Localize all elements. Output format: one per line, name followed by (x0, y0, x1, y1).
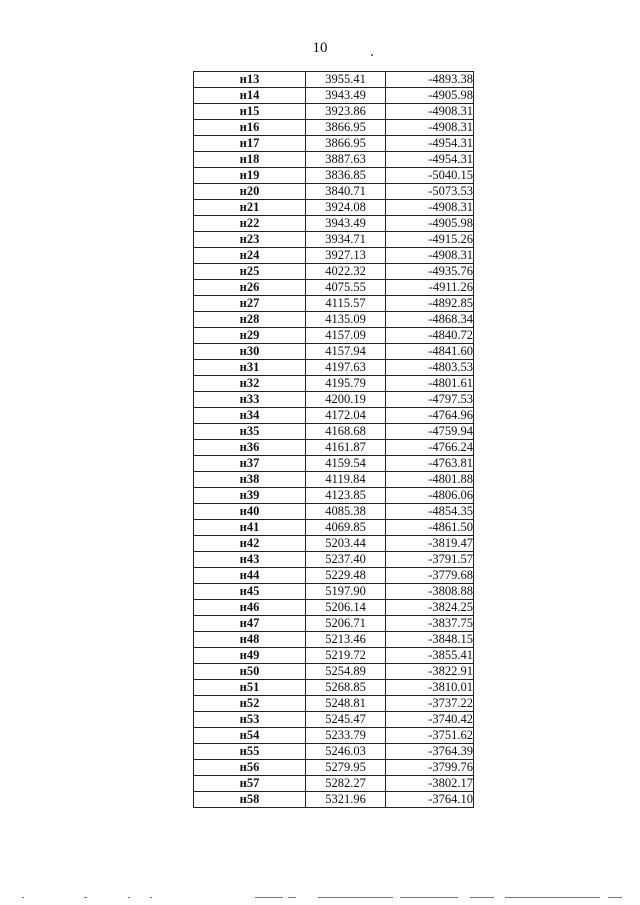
x-coordinate-cell: 5206.14 (306, 600, 386, 616)
x-coordinate-cell: 3840.71 (306, 184, 386, 200)
x-coordinate-cell: 3887.63 (306, 152, 386, 168)
point-id-cell: н47 (194, 616, 306, 632)
point-id-cell: н55 (194, 744, 306, 760)
x-coordinate-cell: 3866.95 (306, 120, 386, 136)
y-coordinate-cell: -4764.96 (386, 408, 474, 424)
table-row (194, 616, 474, 632)
x-coordinate-cell: 5246.03 (306, 744, 386, 760)
point-id-cell: н40 (194, 504, 306, 520)
point-id-cell: н49 (194, 648, 306, 664)
x-coordinate-cell: 5229.48 (306, 568, 386, 584)
x-coordinate-cell: 5237.40 (306, 552, 386, 568)
y-coordinate-cell: -4840.72 (386, 328, 474, 344)
point-id-cell: н14 (194, 88, 306, 104)
point-id-cell: н48 (194, 632, 306, 648)
table-row (194, 232, 474, 248)
point-id-cell: н13 (194, 72, 306, 88)
point-id-cell: н39 (194, 488, 306, 504)
table-row (194, 328, 474, 344)
point-id-cell: н50 (194, 664, 306, 680)
x-coordinate-cell: 5248.81 (306, 696, 386, 712)
table-row (194, 792, 474, 808)
table-row (194, 440, 474, 456)
table-row (194, 680, 474, 696)
point-id-cell: н53 (194, 712, 306, 728)
x-coordinate-cell: 4069.85 (306, 520, 386, 536)
x-coordinate-cell: 4157.94 (306, 344, 386, 360)
x-coordinate-cell: 5213.46 (306, 632, 386, 648)
x-coordinate-cell: 3943.49 (306, 216, 386, 232)
point-id-cell: н18 (194, 152, 306, 168)
x-coordinate-cell: 5219.72 (306, 648, 386, 664)
scan-noise-strip (0, 895, 640, 901)
x-coordinate-cell: 5321.96 (306, 792, 386, 808)
y-coordinate-cell: -4759.94 (386, 424, 474, 440)
y-coordinate-cell: -3791.57 (386, 552, 474, 568)
point-id-cell: н46 (194, 600, 306, 616)
x-coordinate-cell: 5197.90 (306, 584, 386, 600)
point-id-cell: н29 (194, 328, 306, 344)
y-coordinate-cell: -3764.10 (386, 792, 474, 808)
x-coordinate-cell: 4119.84 (306, 472, 386, 488)
point-id-cell: н19 (194, 168, 306, 184)
y-coordinate-cell: -4801.61 (386, 376, 474, 392)
table-row (194, 72, 474, 88)
point-id-cell: н51 (194, 680, 306, 696)
table-row (194, 536, 474, 552)
y-coordinate-cell: -3855.41 (386, 648, 474, 664)
y-coordinate-cell: -4908.31 (386, 248, 474, 264)
x-coordinate-cell: 3923.86 (306, 104, 386, 120)
table-row (194, 472, 474, 488)
table-row (194, 392, 474, 408)
y-coordinate-cell: -3810.01 (386, 680, 474, 696)
y-coordinate-cell: -4915.26 (386, 232, 474, 248)
y-coordinate-cell: -4841.60 (386, 344, 474, 360)
y-coordinate-cell: -4954.31 (386, 152, 474, 168)
table-row (194, 584, 474, 600)
x-coordinate-cell: 4197.63 (306, 360, 386, 376)
table-row (194, 552, 474, 568)
y-coordinate-cell: -4908.31 (386, 200, 474, 216)
table-row (194, 744, 474, 760)
y-coordinate-cell: -4868.34 (386, 312, 474, 328)
table-row (194, 648, 474, 664)
x-coordinate-cell: 3943.49 (306, 88, 386, 104)
table-row (194, 776, 474, 792)
table-row (194, 696, 474, 712)
table-row (194, 264, 474, 280)
y-coordinate-cell: -4801.88 (386, 472, 474, 488)
x-coordinate-cell: 5203.44 (306, 536, 386, 552)
x-coordinate-cell: 3836.85 (306, 168, 386, 184)
y-coordinate-cell: -4908.31 (386, 104, 474, 120)
table-row (194, 216, 474, 232)
y-coordinate-cell: -4854.35 (386, 504, 474, 520)
x-coordinate-cell: 3927.13 (306, 248, 386, 264)
table-row (194, 488, 474, 504)
point-id-cell: н38 (194, 472, 306, 488)
y-coordinate-cell: -4893.38 (386, 72, 474, 88)
table-row (194, 312, 474, 328)
point-id-cell: н54 (194, 728, 306, 744)
y-coordinate-cell: -3824.25 (386, 600, 474, 616)
y-coordinate-cell: -4803.53 (386, 360, 474, 376)
point-id-cell: н26 (194, 280, 306, 296)
table-row (194, 344, 474, 360)
table-row (194, 504, 474, 520)
table-row (194, 376, 474, 392)
table-row (194, 88, 474, 104)
table-row (194, 520, 474, 536)
y-coordinate-cell: -3808.88 (386, 584, 474, 600)
point-id-cell: н42 (194, 536, 306, 552)
point-id-cell: н31 (194, 360, 306, 376)
x-coordinate-cell: 4200.19 (306, 392, 386, 408)
table-row (194, 664, 474, 680)
table-row (194, 728, 474, 744)
table-row (194, 600, 474, 616)
table-row (194, 632, 474, 648)
table-row (194, 712, 474, 728)
table-row (194, 248, 474, 264)
y-coordinate-cell: -3799.76 (386, 760, 474, 776)
x-coordinate-cell: 4157.09 (306, 328, 386, 344)
x-coordinate-cell: 4159.54 (306, 456, 386, 472)
point-id-cell: н32 (194, 376, 306, 392)
y-coordinate-cell: -3822.91 (386, 664, 474, 680)
table-row (194, 120, 474, 136)
table-row (194, 104, 474, 120)
point-id-cell: н33 (194, 392, 306, 408)
table-row (194, 456, 474, 472)
point-id-cell: н20 (194, 184, 306, 200)
y-coordinate-cell: -4935.76 (386, 264, 474, 280)
point-id-cell: н57 (194, 776, 306, 792)
y-coordinate-cell: -5073.53 (386, 184, 474, 200)
point-id-cell: н58 (194, 792, 306, 808)
y-coordinate-cell: -4905.98 (386, 88, 474, 104)
x-coordinate-cell: 4168.68 (306, 424, 386, 440)
table-row (194, 200, 474, 216)
x-coordinate-cell: 3955.41 (306, 72, 386, 88)
point-id-cell: н15 (194, 104, 306, 120)
y-coordinate-cell: -3779.68 (386, 568, 474, 584)
y-coordinate-cell: -3751.62 (386, 728, 474, 744)
page-number (0, 40, 640, 57)
x-coordinate-cell: 5282.27 (306, 776, 386, 792)
point-id-cell: н28 (194, 312, 306, 328)
point-id-cell: н21 (194, 200, 306, 216)
x-coordinate-cell: 4085.38 (306, 504, 386, 520)
point-id-cell: н22 (194, 216, 306, 232)
table-row (194, 424, 474, 440)
x-coordinate-cell: 4022.32 (306, 264, 386, 280)
point-id-cell: н37 (194, 456, 306, 472)
y-coordinate-cell: -4763.81 (386, 456, 474, 472)
point-id-cell: н36 (194, 440, 306, 456)
point-id-cell: н25 (194, 264, 306, 280)
y-coordinate-cell: -4908.31 (386, 120, 474, 136)
x-coordinate-cell: 4172.04 (306, 408, 386, 424)
y-coordinate-cell: -3737.22 (386, 696, 474, 712)
x-coordinate-cell: 5206.71 (306, 616, 386, 632)
page-number-text: 10 (312, 40, 328, 56)
point-id-cell: н52 (194, 696, 306, 712)
table-row (194, 136, 474, 152)
x-coordinate-cell: 4115.57 (306, 296, 386, 312)
y-coordinate-cell: -3837.75 (386, 616, 474, 632)
table-row (194, 280, 474, 296)
speck-mark (371, 54, 373, 56)
coordinates-table-body (194, 72, 474, 808)
table-row (194, 296, 474, 312)
point-id-cell: н45 (194, 584, 306, 600)
y-coordinate-cell: -4797.53 (386, 392, 474, 408)
x-coordinate-cell: 5254.89 (306, 664, 386, 680)
y-coordinate-cell: -3802.17 (386, 776, 474, 792)
y-coordinate-cell: -4905.98 (386, 216, 474, 232)
table-row (194, 168, 474, 184)
y-coordinate-cell: -4954.31 (386, 136, 474, 152)
table-row (194, 568, 474, 584)
x-coordinate-cell: 5279.95 (306, 760, 386, 776)
table-row (194, 760, 474, 776)
x-coordinate-cell: 4075.55 (306, 280, 386, 296)
table-row (194, 152, 474, 168)
y-coordinate-cell: -3819.47 (386, 536, 474, 552)
table-row (194, 360, 474, 376)
x-coordinate-cell: 3934.71 (306, 232, 386, 248)
point-id-cell: н27 (194, 296, 306, 312)
x-coordinate-cell: 5268.85 (306, 680, 386, 696)
y-coordinate-cell: -3740.42 (386, 712, 474, 728)
point-id-cell: н44 (194, 568, 306, 584)
point-id-cell: н35 (194, 424, 306, 440)
y-coordinate-cell: -3764.39 (386, 744, 474, 760)
x-coordinate-cell: 4123.85 (306, 488, 386, 504)
y-coordinate-cell: -4806.06 (386, 488, 474, 504)
x-coordinate-cell: 5233.79 (306, 728, 386, 744)
point-id-cell: н43 (194, 552, 306, 568)
point-id-cell: н16 (194, 120, 306, 136)
x-coordinate-cell: 3866.95 (306, 136, 386, 152)
point-id-cell: н56 (194, 760, 306, 776)
point-id-cell: н34 (194, 408, 306, 424)
y-coordinate-cell: -5040.15 (386, 168, 474, 184)
x-coordinate-cell: 4135.09 (306, 312, 386, 328)
x-coordinate-cell: 3924.08 (306, 200, 386, 216)
point-id-cell: н30 (194, 344, 306, 360)
point-id-cell: н17 (194, 136, 306, 152)
table-row (194, 408, 474, 424)
x-coordinate-cell: 5245.47 (306, 712, 386, 728)
table-row (194, 184, 474, 200)
y-coordinate-cell: -3848.15 (386, 632, 474, 648)
point-id-cell: н24 (194, 248, 306, 264)
y-coordinate-cell: -4892.85 (386, 296, 474, 312)
y-coordinate-cell: -4911.26 (386, 280, 474, 296)
y-coordinate-cell: -4766.24 (386, 440, 474, 456)
point-id-cell: н41 (194, 520, 306, 536)
x-coordinate-cell: 4161.87 (306, 440, 386, 456)
coordinates-table (193, 71, 474, 808)
x-coordinate-cell: 4195.79 (306, 376, 386, 392)
point-id-cell: н23 (194, 232, 306, 248)
y-coordinate-cell: -4861.50 (386, 520, 474, 536)
